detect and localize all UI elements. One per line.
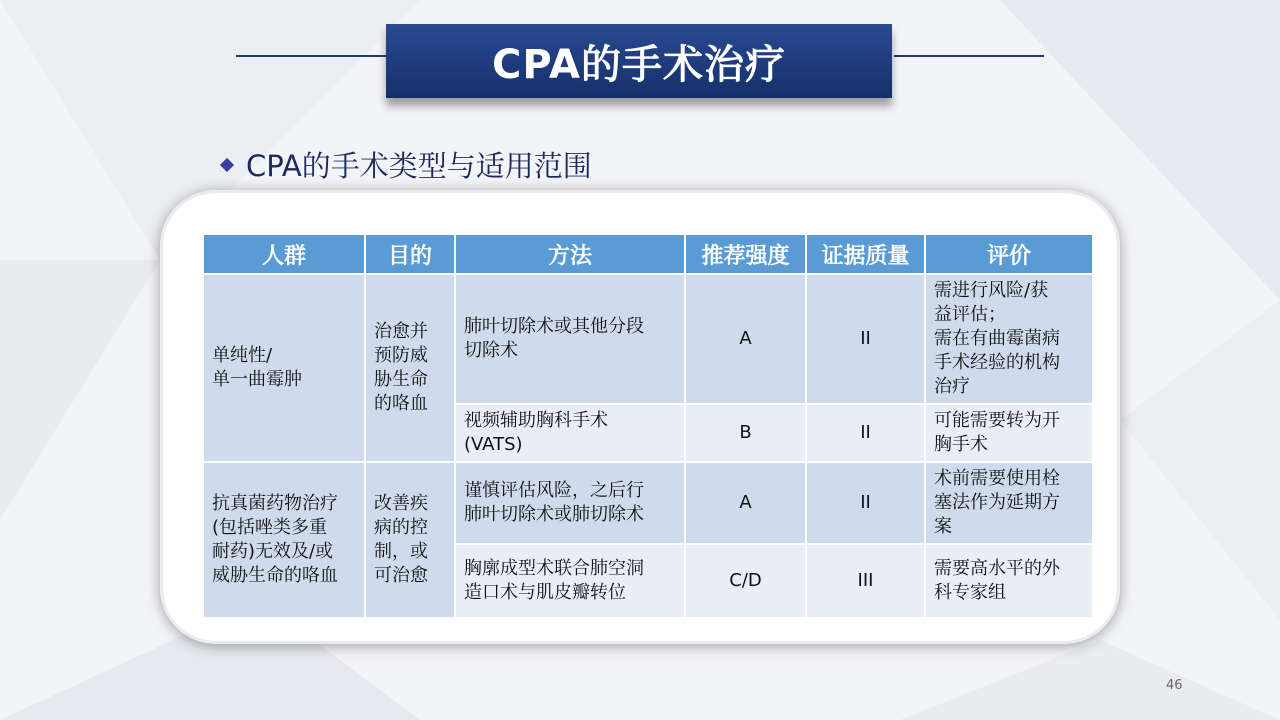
cell-comment: 需进行风险/获 益评估； 需在有曲霉菌病 手术经验的机构 治疗 — [925, 274, 1093, 404]
cell-population: 单纯性/ 单一曲霉肿 — [203, 274, 365, 462]
cell-strength: B — [685, 404, 806, 462]
header-purpose: 目的 — [365, 234, 455, 274]
cell-quality: III — [806, 544, 925, 618]
cell-population: 抗真菌药物治疗 (包括唑类多重 耐药)无效及/或 威胁生命的咯血 — [203, 462, 365, 618]
cell-method: 肺叶切除术或其他分段 切除术 — [455, 274, 685, 404]
header-quality: 证据质量 — [806, 234, 925, 274]
title-banner — [386, 24, 892, 98]
cell-strength: A — [685, 274, 806, 404]
header-method: 方法 — [455, 234, 685, 274]
page-number: 46 — [1166, 678, 1183, 693]
cell-quality: II — [806, 462, 925, 544]
cell-quality: II — [806, 404, 925, 462]
title-rule-right — [894, 55, 1044, 57]
table-header-row — [203, 234, 1093, 274]
header-strength: 推荐强度 — [685, 234, 806, 274]
cell-purpose: 改善疾 病的控 制，或 可治愈 — [365, 462, 455, 618]
table-row — [203, 274, 1093, 404]
header-comment: 评价 — [925, 234, 1093, 274]
cell-method: 视频辅助胸科手术 (VATS) — [455, 404, 685, 462]
surgery-table — [202, 233, 1094, 619]
cell-method: 胸廓成型术联合肺空洞 造口术与肌皮瓣转位 — [455, 544, 685, 618]
cell-strength: C/D — [685, 544, 806, 618]
cell-comment: 需要高水平的外 科专家组 — [925, 544, 1093, 618]
diamond-bullet-icon — [220, 157, 234, 171]
table-row — [203, 462, 1093, 544]
title-rule-left — [236, 55, 388, 57]
header-population: 人群 — [203, 234, 365, 274]
slide-title: CPA的手术治疗 — [492, 41, 786, 88]
subheading — [222, 144, 592, 185]
cell-comment: 可能需要转为开 胸手术 — [925, 404, 1093, 462]
cell-comment: 术前需要使用栓 塞法作为延期方 案 — [925, 462, 1093, 544]
cell-method: 谨慎评估风险，之后行 肺叶切除术或肺切除术 — [455, 462, 685, 544]
cell-quality: II — [806, 274, 925, 404]
subheading-text: CPA的手术类型与适用范围 — [246, 149, 592, 183]
cell-purpose: 治愈并 预防威 胁生命 的咯血 — [365, 274, 455, 462]
cell-strength: A — [685, 462, 806, 544]
